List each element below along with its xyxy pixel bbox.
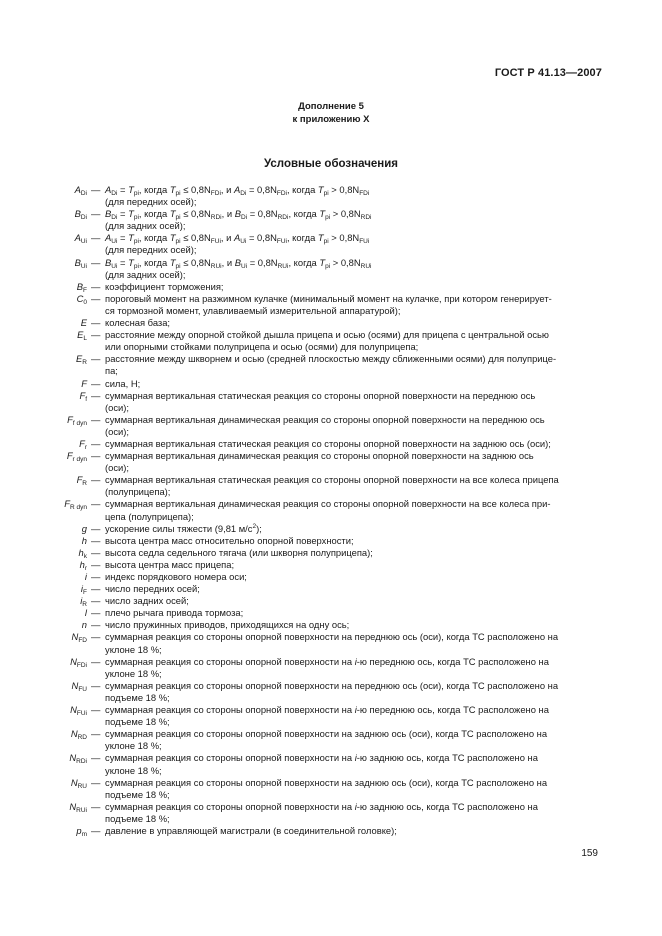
definition-dash: — (91, 752, 101, 764)
definition-symbol: $N_{RU}$ (70, 776, 87, 790)
definition-text: суммарная вертикальная статическая реакция со стороны опорной поверхности на все колеса прицепа (полуприцепа); (105, 474, 559, 498)
definition-text: число передних осей; (105, 583, 200, 595)
definition-dash: — (91, 595, 101, 607)
definition-dash: — (91, 498, 101, 510)
definition-dash: — (91, 389, 101, 401)
definition-description (91, 317, 601, 329)
definition-symbol: $F_f$ (79, 389, 87, 403)
definition-dash: — (91, 232, 101, 244)
addendum-line-1: Дополнение 5 (298, 101, 364, 112)
definition-text: колесная база; (105, 317, 171, 329)
definition-description (91, 801, 601, 825)
definition-symbol: $N_{FU}$ (71, 679, 87, 693)
definition-text: суммарная вертикальная статическая реакция со стороны опорной поверхности на переднюю ось (оси); (105, 389, 536, 413)
definition-text: суммарная вертикальная динамическая реакция со стороны опорной поверхности на заднюю ось (оси); (105, 450, 534, 474)
definition-dash: — (91, 546, 101, 558)
definition-dash: — (91, 800, 101, 812)
definition-text: $B_{Ui} = T_{pi}$, когда $T_{pi} \le 0,8N_{RUi}$, и $B_{Ui} = 0,8N_{RUi}$, когда $T_{pi} > 0,8N_{RUi}$ (для задних осей); (105, 256, 372, 280)
definition-symbol: $N_{RDi}$ (69, 752, 87, 766)
definition-dash: — (91, 329, 101, 341)
definition-dash: — (91, 256, 101, 268)
definition-dash: — (91, 317, 101, 329)
definition-symbol: $F_{R dyn}$ (64, 498, 87, 512)
definition-symbol: g (81, 522, 87, 534)
definition-description (91, 571, 601, 583)
definition-symbol: $E_R$ (76, 353, 87, 367)
definition-description (91, 619, 601, 631)
definition-description (91, 728, 601, 752)
definition-row (45, 595, 601, 607)
definition-text: $A_{Ui} = T_{pi}$, когда $T_{pi} \le 0,8N_{FUi}$, и $A_{Ui} = 0,8N_{FUi}$, когда $T_{pi} > 0,8N_{FUi}$ (для передних осей); (105, 232, 370, 256)
definition-symbol: $i_R$ (80, 595, 87, 609)
definition-dash: — (91, 474, 101, 486)
definition-row (45, 801, 601, 825)
definition-symbol: $A_{Di}$ (74, 184, 87, 197)
definition-description (91, 293, 601, 317)
definition-dash: — (91, 619, 101, 631)
definition-symbol: F (81, 377, 87, 389)
definition-description (91, 535, 601, 547)
definition-description (91, 680, 601, 704)
definition-dash: — (91, 631, 101, 643)
definition-text: $B_{Di} = T_{pi}$, когда $T_{pi} \le 0,8N_{RDi}$, и $B_{Di} = 0,8N_{RDi}$, когда $T_{pi} > 0,8N_{RDi}$ (для задних осей); (105, 208, 372, 232)
definition-text: суммарная вертикальная статическая реакция со стороны опорной поверхности на заднюю ось (оси); (105, 437, 551, 449)
definition-symbol: $B_{Di}$ (74, 208, 87, 222)
addendum-heading (0, 100, 662, 126)
definition-text: суммарная реакция со стороны опорной поверхности на переднюю ось (оси), когда ТС расположено на подъеме 18 %; (105, 679, 559, 703)
definition-row (45, 317, 601, 329)
definition-dash: — (91, 208, 101, 220)
definition-row (45, 825, 601, 837)
definition-description (91, 450, 601, 474)
definition-description (91, 523, 601, 535)
definition-dash: — (91, 280, 101, 292)
definition-description (91, 704, 601, 728)
definition-symbol: $B_F$ (76, 280, 87, 294)
document-code: ГОСТ Р 41.13—2007 (494, 67, 602, 79)
definition-row (45, 390, 601, 414)
definition-symbol: E (80, 317, 87, 329)
definition-symbol: i (84, 571, 87, 582)
definition-description (91, 353, 601, 377)
definition-symbol: $B_{Ui}$ (74, 256, 87, 270)
definition-symbol: n (81, 619, 87, 631)
definition-text: ускорение силы тяжести (9,81 $м/с^2$); (105, 522, 262, 534)
definition-symbol: $E_L$ (77, 329, 87, 343)
definition-description (91, 329, 601, 353)
definition-row (45, 184, 601, 208)
definition-description (91, 184, 601, 208)
definition-description (91, 378, 601, 390)
definition-text: плечо рычага привода тормоза; (105, 607, 244, 619)
definition-row (45, 474, 601, 498)
definition-dash: — (91, 655, 101, 667)
definition-symbol: $h_r$ (79, 558, 87, 572)
definition-description (91, 281, 601, 293)
definition-description (91, 232, 601, 256)
definition-text: суммарная реакция со стороны опорной поверхности на переднюю ось (оси), когда ТС расположено на уклоне 18 %; (105, 631, 559, 655)
definition-dash: — (91, 522, 101, 534)
definition-row (45, 293, 601, 317)
definition-dash: — (91, 292, 101, 304)
definition-text: пороговый момент на разжимном кулачке (минимальный момент на кулачке, при котором генерирует- ся тормозной момент, улавливаемый измерительной аппаратурой); (105, 292, 552, 316)
definition-symbol: $N_{FDi}$ (70, 655, 87, 669)
definition-description (91, 498, 601, 522)
definition-description (91, 777, 601, 801)
definition-text: расстояние между опорной стойкой дышла прицепа и осью (осями) для прицепа с центральной осью или опорными стойками полуприцепа и осью (осями) для полуприцепа; (105, 329, 549, 353)
definition-dash: — (91, 184, 101, 195)
definition-text: $A_{Di} = T_{pi}$, когда $T_{pi} \le 0,8N_{FDi}$, и $A_{Di} = 0,8N_{FDi}$, когда $T_{pi} > 0,8N_{FDi}$ (для передних осей); (105, 184, 370, 208)
definition-row (45, 281, 601, 293)
definition-text: сила, Н; (105, 377, 141, 389)
definition-description (91, 208, 601, 232)
definition-text: высота центра масс прицепа; (105, 558, 235, 570)
definition-text: индекс порядкового номера оси; (105, 571, 247, 582)
definition-symbol: h (81, 534, 87, 546)
definition-text: высота центра масс относительно опорной поверхности; (105, 534, 354, 546)
definition-row (45, 571, 601, 583)
definition-description (91, 559, 601, 571)
definition-description (91, 547, 601, 559)
definition-row (45, 232, 601, 256)
definition-row (45, 353, 601, 377)
definition-text: расстояние между шкворнем и осью (средней плоскостью между сближенными осями) для полуприце- па; (105, 353, 557, 377)
definition-row (45, 535, 601, 547)
definition-description (91, 595, 601, 607)
definition-description (91, 656, 601, 680)
addendum-line-2: к приложению Х (292, 114, 370, 125)
definition-dash: — (91, 437, 101, 449)
definition-description (91, 583, 601, 595)
definition-row (45, 752, 601, 776)
page-number: 159 (581, 848, 598, 859)
definition-dash: — (91, 450, 101, 462)
definition-row (45, 680, 601, 704)
definition-text: суммарная реакция со стороны опорной поверхности на i-ю переднюю ось, когда ТС расположено на уклоне 18 %; (105, 655, 549, 679)
definition-row (45, 438, 601, 450)
definition-symbol: $F_{r dyn}$ (66, 450, 87, 464)
definition-dash: — (91, 558, 101, 570)
definition-text: давление в управляющей магистрали (в соединительной головке); (105, 824, 397, 836)
definition-symbol: $F_{f dyn}$ (67, 413, 87, 427)
definition-description (91, 390, 601, 414)
definition-row (45, 450, 601, 474)
definition-row (45, 498, 601, 522)
definition-symbol: $i_F$ (80, 583, 87, 597)
definition-row (45, 704, 601, 728)
definition-row (45, 208, 601, 232)
definition-dash: — (91, 571, 101, 582)
definition-description (91, 607, 601, 619)
definition-description (91, 414, 601, 438)
definition-text: суммарная реакция со стороны опорной поверхности на заднюю ось (оси), когда ТС расположено на уклоне 18 %; (105, 728, 548, 752)
definition-dash: — (91, 413, 101, 425)
definition-description (91, 752, 601, 776)
definition-text: число задних осей; (105, 595, 189, 607)
definition-symbol: $h_k$ (78, 546, 87, 560)
definition-text: суммарная вертикальная динамическая реакция со стороны опорной поверхности на переднюю ось (оси); (105, 413, 545, 437)
definition-text: число пружинных приводов, приходящихся на одну ось; (105, 619, 350, 631)
definition-symbol: $N_{RD}$ (70, 728, 87, 742)
definition-dash: — (91, 353, 101, 365)
definition-dash: — (91, 776, 101, 788)
definition-symbol: $A_{Ui}$ (74, 232, 87, 246)
definition-text: суммарная реакция со стороны опорной поверхности на i-ю переднюю ось, когда ТС расположено на подъеме 18 %; (105, 704, 549, 728)
definition-dash: — (91, 607, 101, 619)
definition-description (91, 631, 601, 655)
definition-row (45, 583, 601, 595)
definition-dash: — (91, 704, 101, 716)
definition-dash: — (91, 824, 101, 836)
definition-row (45, 631, 601, 655)
definition-row (45, 329, 601, 353)
definitions-list (45, 184, 601, 837)
definition-symbol: l (84, 607, 87, 619)
definition-description (91, 474, 601, 498)
definition-row (45, 559, 601, 571)
definition-row (45, 619, 601, 631)
definition-description (91, 825, 601, 837)
definition-text: высота седла седельного тягача (или шкворня полуприцепа); (105, 546, 373, 558)
definition-dash: — (91, 377, 101, 389)
definition-text: коэффициент торможения; (105, 280, 224, 292)
definition-row (45, 656, 601, 680)
definition-symbol: $C_0$ (76, 292, 87, 306)
section-title: Условные обозначения (263, 158, 398, 170)
definition-text: суммарная реакция со стороны опорной поверхности на i-ю заднюю ось, когда ТС расположено на уклоне 18 %; (105, 752, 538, 776)
definition-description (91, 257, 601, 281)
definition-row (45, 257, 601, 281)
definition-dash: — (91, 534, 101, 546)
definition-symbol: $F_R$ (76, 474, 87, 488)
definition-row (45, 777, 601, 801)
definition-symbol: $F_r$ (79, 437, 87, 451)
definition-row (45, 378, 601, 390)
definition-symbol: $N_{FUi}$ (70, 704, 87, 718)
definition-row (45, 547, 601, 559)
definition-row (45, 523, 601, 535)
definition-dash: — (91, 679, 101, 691)
definition-row (45, 414, 601, 438)
definition-symbol: $p_m$ (76, 824, 87, 838)
definition-text: суммарная вертикальная динамическая реакция со стороны опорной поверхности на все колеса при- цепа (полуприцепа); (105, 498, 551, 522)
definition-dash: — (91, 583, 101, 595)
definition-text: суммарная реакция со стороны опорной поверхности на i-ю заднюю ось, когда ТС расположено на подъеме 18 %; (105, 800, 538, 824)
definition-text: суммарная реакция со стороны опорной поверхности на заднюю ось (оси), когда ТС расположено на подъеме 18 %; (105, 776, 548, 800)
definition-symbol: $N_{RUi}$ (69, 800, 87, 814)
definition-dash: — (91, 728, 101, 740)
definition-row (45, 728, 601, 752)
definition-symbol: $N_{FD}$ (71, 631, 87, 645)
definition-row (45, 607, 601, 619)
definition-description (91, 438, 601, 450)
